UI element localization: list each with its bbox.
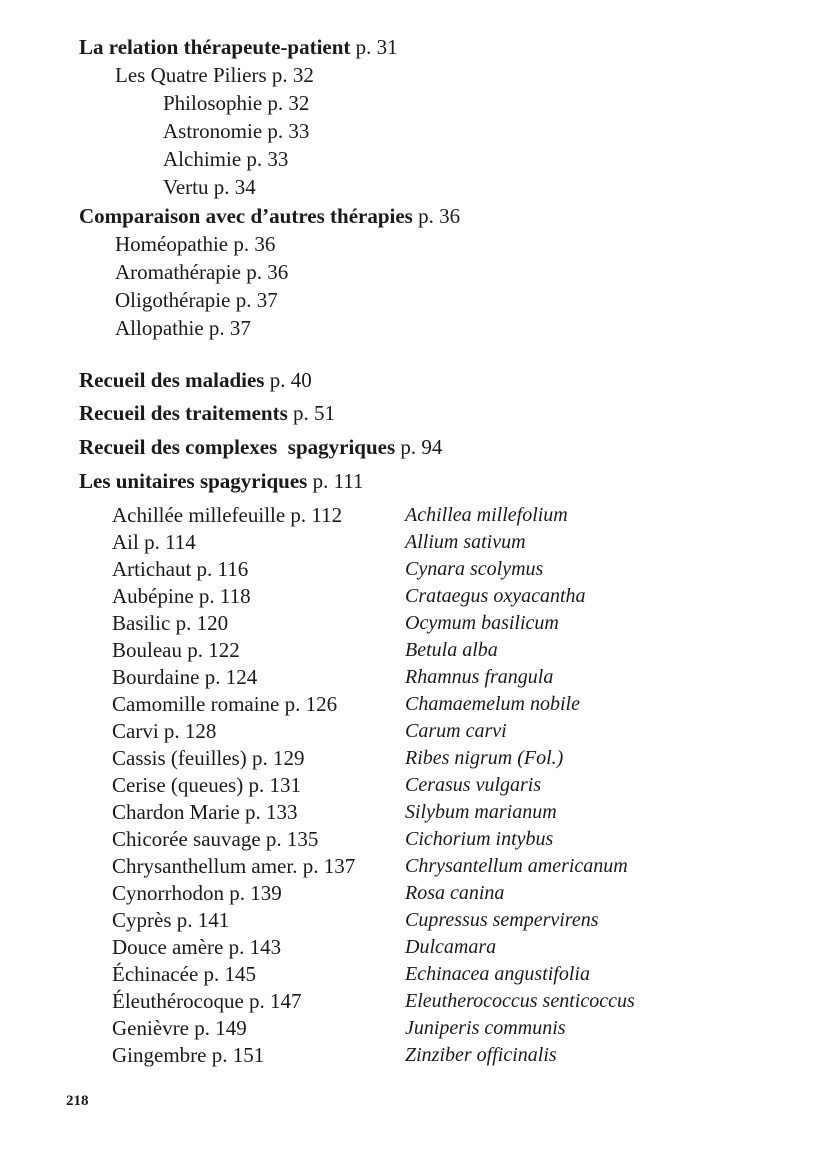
toc-entry-title: Recueil des maladies: [79, 368, 265, 392]
plant-latin-name: Rhamnus frangula: [405, 666, 554, 688]
page-number: 218: [66, 1093, 89, 1109]
plant-latin-name: Chrysantellum americanum: [405, 855, 628, 877]
plant-latin-name: Zinziber officinalis: [405, 1044, 557, 1066]
plant-common-name: Genièvre p. 149: [112, 1016, 247, 1040]
plant-common-name: Cyprès p. 141: [112, 908, 230, 932]
toc-subentry-allopathie: Allopathie p. 37: [115, 316, 251, 340]
plant-common-name: Chardon Marie p. 133: [112, 800, 298, 824]
toc-entry-page: p. 51: [287, 401, 336, 425]
plant-common-name: Cerise (queues) p. 131: [112, 773, 301, 797]
plant-common-name: Douce amère p. 143: [112, 935, 282, 959]
toc-subentry-aromatherapie: Aromathérapie p. 36: [115, 260, 289, 284]
toc-entry-page: p. 31: [350, 35, 398, 59]
plant-common-name: Camomille romaine p. 126: [112, 692, 338, 716]
toc-entry-page: p. 40: [264, 368, 312, 392]
plant-latin-name: Silybum marianum: [405, 801, 557, 823]
plant-common-name: Bouleau p. 122: [112, 638, 240, 662]
plant-latin-name: Achillea millefolium: [405, 504, 568, 526]
plant-common-name: Éleuthérocoque p. 147: [112, 989, 302, 1013]
plant-latin-name: Cichorium intybus: [405, 828, 554, 850]
plant-common-name: Bourdaine p. 124: [112, 665, 258, 689]
toc-entry-page: p. 94: [395, 435, 443, 459]
plant-common-name: Chrysanthellum amer. p. 137: [112, 854, 356, 878]
toc-subsubentry-astronomie: Astronomie p. 33: [163, 119, 310, 143]
toc-entry-maladies: [79, 366, 312, 394]
plant-common-name: Chicorée sauvage p. 135: [112, 827, 319, 851]
plant-latin-name: Betula alba: [405, 639, 498, 661]
toc-entry-title: Recueil des traitements: [79, 401, 288, 425]
toc-subsubentry-alchimie: Alchimie p. 33: [163, 147, 289, 171]
plant-common-name: Cassis (feuilles) p. 129: [112, 746, 305, 770]
toc-entry-relation: [79, 33, 398, 61]
toc-entry-page: p. 36: [412, 204, 461, 228]
toc-subentry-oligotherapie: Oligothérapie p. 37: [115, 288, 278, 312]
plant-common-name: Ail p. 114: [112, 530, 196, 554]
plant-latin-name: Chamaemelum nobile: [405, 693, 580, 715]
toc-subsubentry-philosophie: Philosophie p. 32: [163, 91, 310, 115]
plant-latin-name: Cerasus vulgaris: [405, 774, 542, 796]
toc-subsubentry-vertu: Vertu p. 34: [163, 175, 256, 199]
plant-latin-name: Dulcamara: [405, 936, 497, 958]
toc-entry-title: Recueil des complexes spagyriques: [79, 435, 396, 459]
plant-latin-name: Ocymum basilicum: [405, 612, 559, 634]
plant-common-name: Carvi p. 128: [112, 719, 217, 743]
plant-latin-name: Echinacea angustifolia: [405, 963, 590, 985]
plant-latin-name: Cupressus sempervirens: [405, 909, 599, 931]
toc-entry-title: La relation thérapeute-patient: [79, 35, 351, 59]
plant-common-name: Basilic p. 120: [112, 611, 229, 635]
plant-latin-name: Eleutherococcus senticoccus: [405, 990, 635, 1012]
toc-entry-comparaison: [79, 202, 460, 230]
plant-latin-name: Rosa canina: [405, 882, 505, 904]
plant-common-name: Artichaut p. 116: [112, 557, 249, 581]
plant-latin-name: Ribes nigrum (Fol.): [405, 747, 564, 769]
plant-common-name: Achillée millefeuille p. 112: [112, 503, 343, 527]
plant-latin-name: Cynara scolymus: [405, 558, 544, 580]
plant-common-name: Gingembre p. 151: [112, 1043, 265, 1067]
toc-entry-traitements: [79, 399, 335, 427]
plant-latin-name: Allium sativum: [405, 531, 526, 553]
plant-common-name: Échinacée p. 145: [112, 962, 257, 986]
toc-entry-title: Les unitaires spagyriques: [79, 469, 308, 493]
plant-latin-name: Juniperis communis: [405, 1017, 566, 1039]
plant-latin-name: Carum carvi: [405, 720, 507, 742]
plant-common-name: Cynorrhodon p. 139: [112, 881, 282, 905]
plant-latin-name: Crataegus oxyacantha: [405, 585, 586, 607]
toc-entry-unitaires: [79, 467, 364, 495]
toc-subentry-homeopathie: Homéopathie p. 36: [115, 232, 276, 256]
toc-entry-page: p. 111: [307, 469, 364, 493]
plant-common-name: Aubépine p. 118: [112, 584, 251, 608]
toc-entry-title: Comparaison avec d’autres thérapies: [79, 204, 413, 228]
toc-entry-complexes: [79, 433, 442, 461]
toc-subentry-piliers: Les Quatre Piliers p. 32: [115, 63, 314, 87]
